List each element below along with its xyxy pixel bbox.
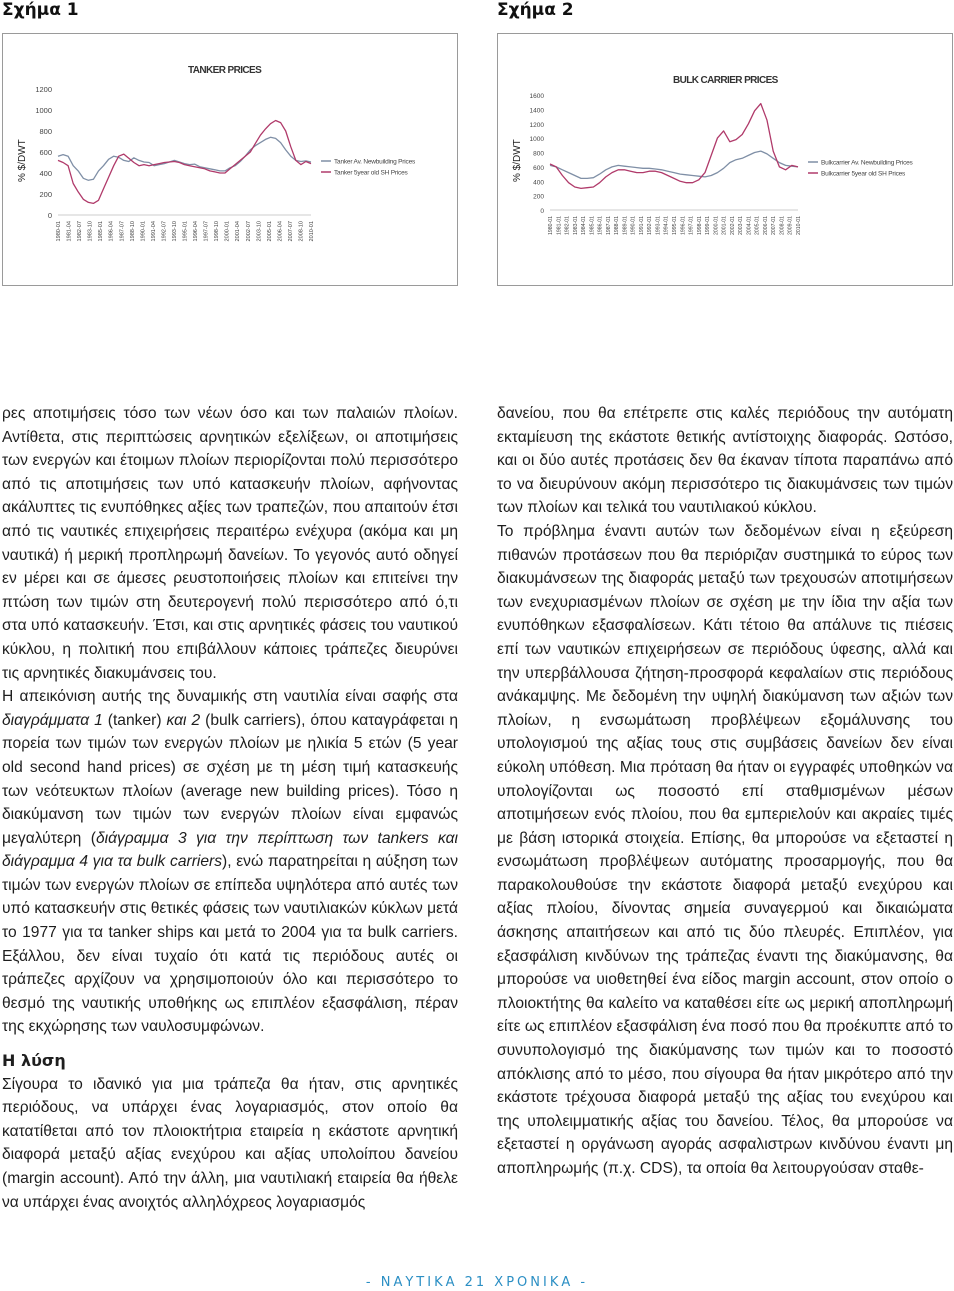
section-heading: Η λύση bbox=[2, 1051, 66, 1071]
x-tick-label: 1983-10 bbox=[87, 221, 94, 242]
x-tick-label: 1982-01 bbox=[564, 216, 571, 236]
x-tick-label: 1993-10 bbox=[171, 221, 178, 242]
series-line-2 bbox=[550, 104, 798, 189]
left-paragraph-2 bbox=[2, 685, 458, 1039]
x-tick-label: 2003-01 bbox=[738, 216, 745, 236]
x-tick-label: 2006-01 bbox=[762, 216, 769, 236]
y-tick-label: 600 bbox=[533, 164, 544, 172]
x-tick-label: 2007-01 bbox=[771, 216, 778, 236]
x-tick-label: 2002-07 bbox=[245, 221, 252, 242]
x-tick-label: 1997-07 bbox=[203, 221, 210, 242]
right-paragraph-1: δανείου, που θα επέτρεπε στις καλές περιόδους την αυτόματη εκταμίευση της εκάστοτε θετικής αντίστοιχης διαφοράς. Ωστόσο, και οι δύο αυτές προτάσεις δεν θα έκαναν τίποτα παραπάνω από το να διευρύνουν ακόμη περισσότερο τις διακυμάνσεις των τιμών των πλοίων και τελικά του ναυτιλιακού κύκλου. bbox=[497, 405, 953, 517]
figure-2-label: Σχήμα 2 bbox=[497, 0, 574, 20]
x-tick-label: 1995-01 bbox=[672, 216, 678, 236]
x-tick-label: 1983-01 bbox=[572, 216, 579, 236]
tanker-prices-chart bbox=[3, 34, 457, 285]
x-tick-label: 1992-01 bbox=[647, 216, 654, 236]
legend-label-2: Bulkcarrier 5year old SH Prices bbox=[821, 170, 906, 178]
x-tick-label: 1989-01 bbox=[622, 216, 629, 236]
bulk-carrier-prices-chart bbox=[498, 34, 952, 285]
y-tick-label: 0 bbox=[47, 211, 52, 220]
x-tick-label: 1995-01 bbox=[182, 221, 189, 242]
x-tick-label: 1996-04 bbox=[193, 221, 200, 242]
series-line-1 bbox=[58, 137, 311, 180]
x-tick-label: 1985-01 bbox=[589, 216, 596, 236]
right-column bbox=[497, 402, 953, 1181]
y-tick-label: 600 bbox=[39, 148, 52, 157]
y-axis-label: % $/DWT bbox=[512, 139, 523, 182]
left-paragraph-1: ρες αποτιμήσεις τόσο των νέων όσο και των παλαιών πλοίων. Αντίθετα, στις περιπτώσεις αρνητικών εξελίξεων, οι αποτιμήσεις των ενεργών και έτοιμων πλοίων περιορίζονται πολύ περισσότερο από τις αποτιμήσεις των υπό κατασκευήν πλοίων, αφήνοντας ακάλυπτες τις ενυπόθηκες αξίες των τραπεζών, που απαιτούν έτσι από τις ναυτικές επιχειρήσεις περαιτέρω ενέχυρα (ακόμα και μη ναυτικά) ή μερική προπληρωμή δανείων. Το γεγονός αυτό οδηγεί εν μέρει και σε άμεσες ρευστοποιήσεις πλοίων και επιτείνει την πτώση των τιμών στη δευτερογενή πολύ περισσότερο από ό,τι στα υπό κατασκευήν. Έτσι, και στις αρνητικές φάσεις του ναυτικού κύκλου, η πολιτική που επιβάλλουν κάποιες τράπεζες διευρύνει τις αρνητικές διακυμάνσεις του. bbox=[2, 405, 458, 682]
chart-title: BULK CARRIER PRICES bbox=[673, 75, 778, 86]
p2-figure-ref-2: και 2 bbox=[166, 711, 201, 729]
x-tick-label: 2003-10 bbox=[256, 221, 263, 242]
x-tick-label: 1986-01 bbox=[597, 216, 604, 236]
p2-figure-ref-1: διαγράμματα 1 bbox=[2, 711, 103, 729]
x-tick-label: 2002-01 bbox=[729, 216, 736, 236]
x-tick-label: 2005-01 bbox=[266, 221, 273, 242]
x-tick-label: 1990-01 bbox=[630, 216, 637, 236]
x-tick-label: 1991-04 bbox=[150, 221, 157, 242]
y-tick-label: 200 bbox=[39, 190, 52, 199]
y-tick-label: 400 bbox=[533, 179, 544, 187]
x-tick-label: 1984-01 bbox=[581, 216, 588, 236]
figure-2-chart bbox=[497, 33, 953, 286]
x-tick-label: 1981-04 bbox=[66, 221, 73, 242]
left-paragraph-3: Σίγουρα το ιδανικό για μια τράπεζα θα ήταν, στις αρνητικές περιόδους, να υπάρχει ένας λογαριασμός, στον οποίο θα κατατίθεται από τον πλοιοκτήτρια εταιρεία η εκάστοτε αρνητική διαφορά μεταξύ αξίας ενεχύρου και αξίας υπολοίπου δανείου (margin account). Από την άλλη, μια ναυτιλιακή εταιρεία θα ήθελε να υπάρχει ένας ανοιχτός αλληλόχρεος λογαριασμός bbox=[2, 1075, 458, 1211]
y-tick-label: 200 bbox=[533, 193, 544, 201]
y-axis-label: % $/DWT bbox=[17, 139, 28, 182]
figure-1-chart bbox=[2, 33, 458, 286]
x-tick-label: 1994-01 bbox=[663, 216, 670, 236]
y-tick-label: 400 bbox=[39, 169, 52, 178]
x-tick-label: 1987-01 bbox=[605, 216, 612, 236]
y-tick-label: 800 bbox=[39, 127, 52, 136]
x-tick-label: 1980-01 bbox=[56, 221, 62, 242]
x-tick-label: 2009-01 bbox=[787, 216, 794, 236]
x-tick-label: 1982-07 bbox=[77, 221, 84, 242]
x-tick-label: 1996-01 bbox=[680, 216, 687, 236]
p2-part-c: (tanker) bbox=[102, 711, 167, 729]
figure-1-label: Σχήμα 1 bbox=[2, 0, 79, 20]
x-tick-label: 2007-07 bbox=[287, 221, 294, 242]
x-tick-label: 1992-07 bbox=[161, 221, 168, 242]
chart-title: TANKER PRICES bbox=[188, 65, 262, 76]
legend-label-1: Tanker Av. Newbuilding Prices bbox=[334, 158, 416, 166]
x-tick-label: 1998-10 bbox=[214, 221, 221, 242]
x-tick-label: 1997-01 bbox=[688, 216, 695, 236]
x-tick-label: 1991-01 bbox=[638, 216, 645, 236]
p2-part-a: Η απεικόνιση αυτής της δυναμικής στη ναυτιλία είναι σαφής στα bbox=[2, 688, 458, 706]
x-tick-label: 2008-10 bbox=[298, 221, 305, 242]
series-line-2 bbox=[58, 121, 311, 204]
x-tick-label: 2000-01 bbox=[713, 216, 720, 236]
y-tick-label: 1600 bbox=[529, 93, 544, 100]
x-tick-label: 1993-01 bbox=[655, 216, 662, 236]
x-tick-label: 2005-01 bbox=[754, 216, 761, 236]
p2-part-e: (bulk carriers), όπου καταγράφεται η πορεία των τιμών των ενεργών πλοίων με ηλικία 5 ετών (5 year old second hand prices) σε σχέση με τη μέση τιμή κατασκευής των νεότευκτων πλοίων (average new building prices). Τόσο η διακύμανση των τιμών των ενεργών πλοίων είναι εμφανώς μεγαλύτερη ( bbox=[2, 711, 458, 847]
right-paragraph-2: Το πρόβλημα έναντι αυτών των δεδομένων είναι η εξεύρεση πιθανών προτάσεων που θα περιόριζαν συστημικά το εύρος των διακυμάνσεων της διαφοράς μεταξύ των τρεχουσών αποτιμήσεων των ενεχυριασμένων πλοίων σε σχέση με την ίδια την αξία των ενυπόθηκων εξασφαλίσεων. Κάτι τέτοιο θα απάλυνε τις πιέσεις επί των ναυτικών επιχειρήσεων σε περιόδους ύφεσης, αλλά και την υπερβάλλουσα ζήτηση-προσφορά κεφαλαίων στις περιόδους ανάκαμψης. Με δεδομένη την υψηλή διακύμανση των αξιών των πλοίων, η ενσωμάτωση προβλέψεων εξομάλυνσης του υπολογισμού της αξίας τους στις συμβάσεις δανείων δεν είναι εύκολη υπόθεση. Μια πρόταση θα ήταν οι εγγραφές υποθηκών να υπολογίζονται ως ποσοστό επί σταθμισμένων μέσων αποτιμήσεων ενός πλοίου, που θα εμπεριελούν και ακραίες τιμές με βάση ιστορικά στοιχεία. Επίσης, θα μπορούσε να εξεταστεί η ενσωμάτωση προβλέψεων αυτόματης προσαρμογής, που θα παρακολουθούσε την εκάστοτε διαφορά μεταξύ ενεχύρου και αξίας πλοίου, δίνοντας σημεία συναγερμού και δικαιώματα άσκησης απαιτήσεων και από τις δύο πλευρές. Επιπλέον, για εξασφάλιση κινδύνων της τράπεζας έναντι της διακύμανσης, θα μπορούσε να υιοθετηθεί ένα είδος margin account, στον οποίο ο πλοιοκτήτης θα καλείτο να καταθέσει είτε ως μερική αποπληρωμή είτε ως επιπλέον εξασφάλιση ένα ποσό που θα προέκυπτε από το συνυπολογισμό της διακύμανσης των τιμών και το ποσοστό απόκλισης από το μέσο, που σίγουρα θα ήταν μικρότερο από την εκάστοτε τρέχουσα διαφορά μεταξύ της αξίας του ενεχύρου και της υπολειμματικής αξίας του δανείου. Τέλος, θα μπορούσε να εξεταστεί η οργάνωση αγοράς ασφαλιστρων κινδύνου έναντι μη αποπληρωμής (π.χ. CDS), τα οποία θα λειτουργούσαν σταθε- bbox=[497, 522, 953, 1177]
x-tick-label: 2010-01 bbox=[796, 216, 802, 236]
x-tick-label: 1998-01 bbox=[696, 216, 703, 236]
p2-part-g: ), ενώ παρατηρείται η αύξηση των τιμών των ενεργών πλοίων σε επίπεδα υψηλότερα από αυτές των υπό κατασκευήν στις θετικές φάσεις των ναυτιλιακών κύκλων μετά το 1977 για τα tanker ships και μετά το 2004 για τα bulk carriers. Εξάλλου, δεν είναι τυχαίο ότι κατά τις περιόδους αυτές οι τράπεζες αρχίζουν να χρησιμοποιούν όλο και περισσότερο το θεσμό της ναυτικής υποθήκης ως επιπλέον εξασφάλιση, πέραν της εκχώρησης των ναυλοσυμφώνων. bbox=[2, 853, 458, 1036]
x-tick-label: 2010-01 bbox=[309, 221, 315, 242]
legend-label-2: Tanker 5year old SH Prices bbox=[334, 169, 408, 177]
x-tick-label: 2001-01 bbox=[721, 216, 728, 236]
y-tick-label: 1000 bbox=[35, 106, 52, 115]
y-tick-label: 1200 bbox=[35, 85, 52, 94]
x-tick-label: 2001-04 bbox=[235, 221, 242, 242]
y-tick-label: 0 bbox=[540, 208, 544, 215]
y-tick-label: 800 bbox=[533, 150, 544, 158]
y-tick-label: 1000 bbox=[529, 136, 544, 144]
x-tick-label: 2008-01 bbox=[779, 216, 786, 236]
x-tick-label: 1985-01 bbox=[98, 221, 105, 242]
y-tick-label: 1400 bbox=[529, 107, 544, 115]
x-tick-label: 1988-01 bbox=[614, 216, 621, 236]
x-tick-label: 1981-01 bbox=[556, 216, 563, 236]
x-tick-label: 1986-04 bbox=[108, 221, 115, 242]
page-footer: - ΝΑΥΤΙΚΑ 21 ΧΡΟΝΙΚΑ - bbox=[365, 1275, 589, 1290]
x-tick-label: 1987-07 bbox=[119, 221, 126, 242]
x-tick-label: 1988-10 bbox=[129, 221, 136, 242]
p2-figure-ref-3-4: διάγραμμα 3 για την περίπτωση των tankers και διάγραμμα 4 για τα bulk carriers bbox=[2, 829, 458, 871]
x-tick-label: 2000-01 bbox=[224, 221, 231, 242]
x-tick-label: 1990-01 bbox=[140, 221, 147, 242]
x-tick-label: 2006-04 bbox=[277, 221, 284, 242]
left-column bbox=[2, 402, 458, 1214]
y-tick-label: 1200 bbox=[529, 121, 544, 129]
x-tick-label: 1980-01 bbox=[548, 216, 554, 236]
series-line-1 bbox=[550, 151, 798, 178]
legend-label-1: Bulkcarrier Av. Newbuilding Prices bbox=[821, 159, 913, 167]
x-tick-label: 2004-01 bbox=[746, 216, 753, 236]
x-tick-label: 1999-01 bbox=[705, 216, 712, 236]
